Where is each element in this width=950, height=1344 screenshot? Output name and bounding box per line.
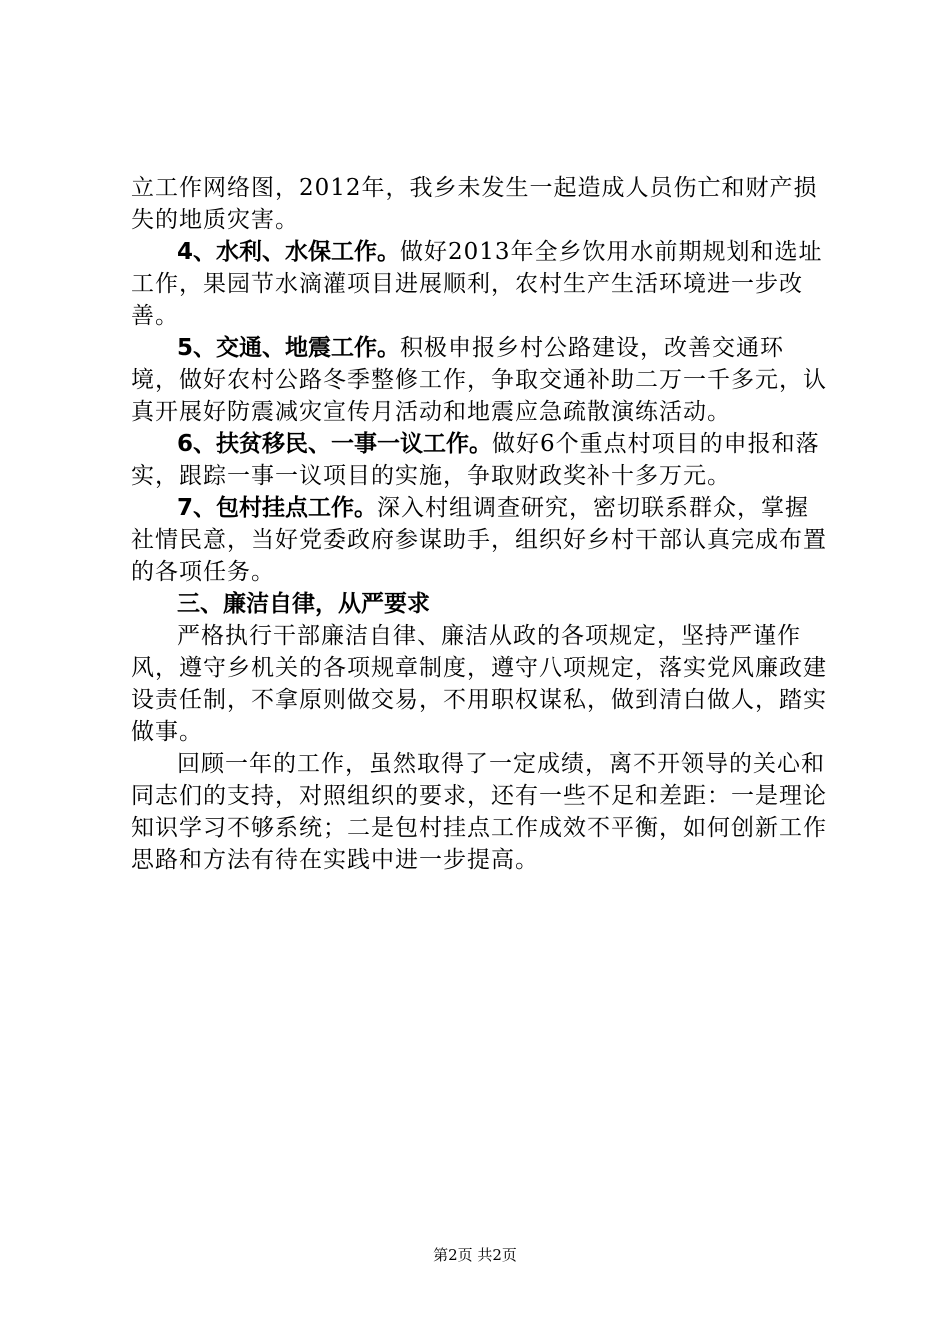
page-footer xyxy=(0,1244,950,1265)
paragraph-heading: 7、包村挂点工作。 xyxy=(177,495,378,521)
paragraph-water-conservancy xyxy=(131,236,831,332)
paragraph-continuation xyxy=(131,172,831,236)
paragraph-transport-earthquake xyxy=(131,332,831,428)
section-heading: 三、廉洁自律，从严要求 xyxy=(177,591,430,617)
paragraph-text: 深入村组调查研究，密切联系群众，掌握社情民意，当好党委政府参谋助手，组织好乡村干部认真完成布置的各项任务。 xyxy=(131,495,827,585)
section-heading-integrity xyxy=(131,588,831,620)
paragraph-poverty-relief xyxy=(131,428,831,492)
paragraph-heading: 6、扶贫移民、一事一议工作。 xyxy=(177,431,493,457)
paragraph-text: 做好6个重点村项目的申报和落实，跟踪一事一议项目的实施，争取财政奖补十多万元。 xyxy=(131,431,820,489)
paragraph-text: 做好2013年全乡饮用水前期规划和选址工作，果园节水滴灌项目进展顺利，农村生产生活环境进一步改善。 xyxy=(131,239,823,329)
paragraph-text: 严格执行干部廉洁自律、廉洁从政的各项规定，坚持严谨作风，遵守乡机关的各项规章制度，遵守八项规定，落实党风廉政建设责任制，不拿原则做交易，不用职权谋私，做到清白做人，踏实做事。 xyxy=(131,623,827,745)
paragraph-review xyxy=(131,748,831,876)
paragraph-village-liaison xyxy=(131,492,831,588)
paragraph-text: 积极申报乡村公路建设，改善交通环境，做好农村公路冬季整修工作，争取交通补助二万一千多元，认真开展好防震减灾宣传月活动和地震应急疏散演练活动。 xyxy=(131,335,827,425)
paragraph-heading: 5、交通、地震工作。 xyxy=(177,335,401,361)
paragraph-text: 回顾一年的工作，虽然取得了一定成绩，离不开领导的关心和同志们的支持，对照组织的要求，还有一些不足和差距：一是理论知识学习不够系统；二是包村挂点工作成效不平衡，如何创新工作思路和方法有待在实践中进一步提高。 xyxy=(131,751,827,873)
page-number: 第2页 共2页 xyxy=(433,1246,517,1264)
paragraph-integrity xyxy=(131,620,831,748)
paragraph-heading: 4、水利、水保工作。 xyxy=(177,239,401,265)
document-body xyxy=(131,172,831,876)
paragraph-text: 立工作网络图，2012年，我乡未发生一起造成人员伤亡和财产损失的地质灾害。 xyxy=(131,175,818,233)
